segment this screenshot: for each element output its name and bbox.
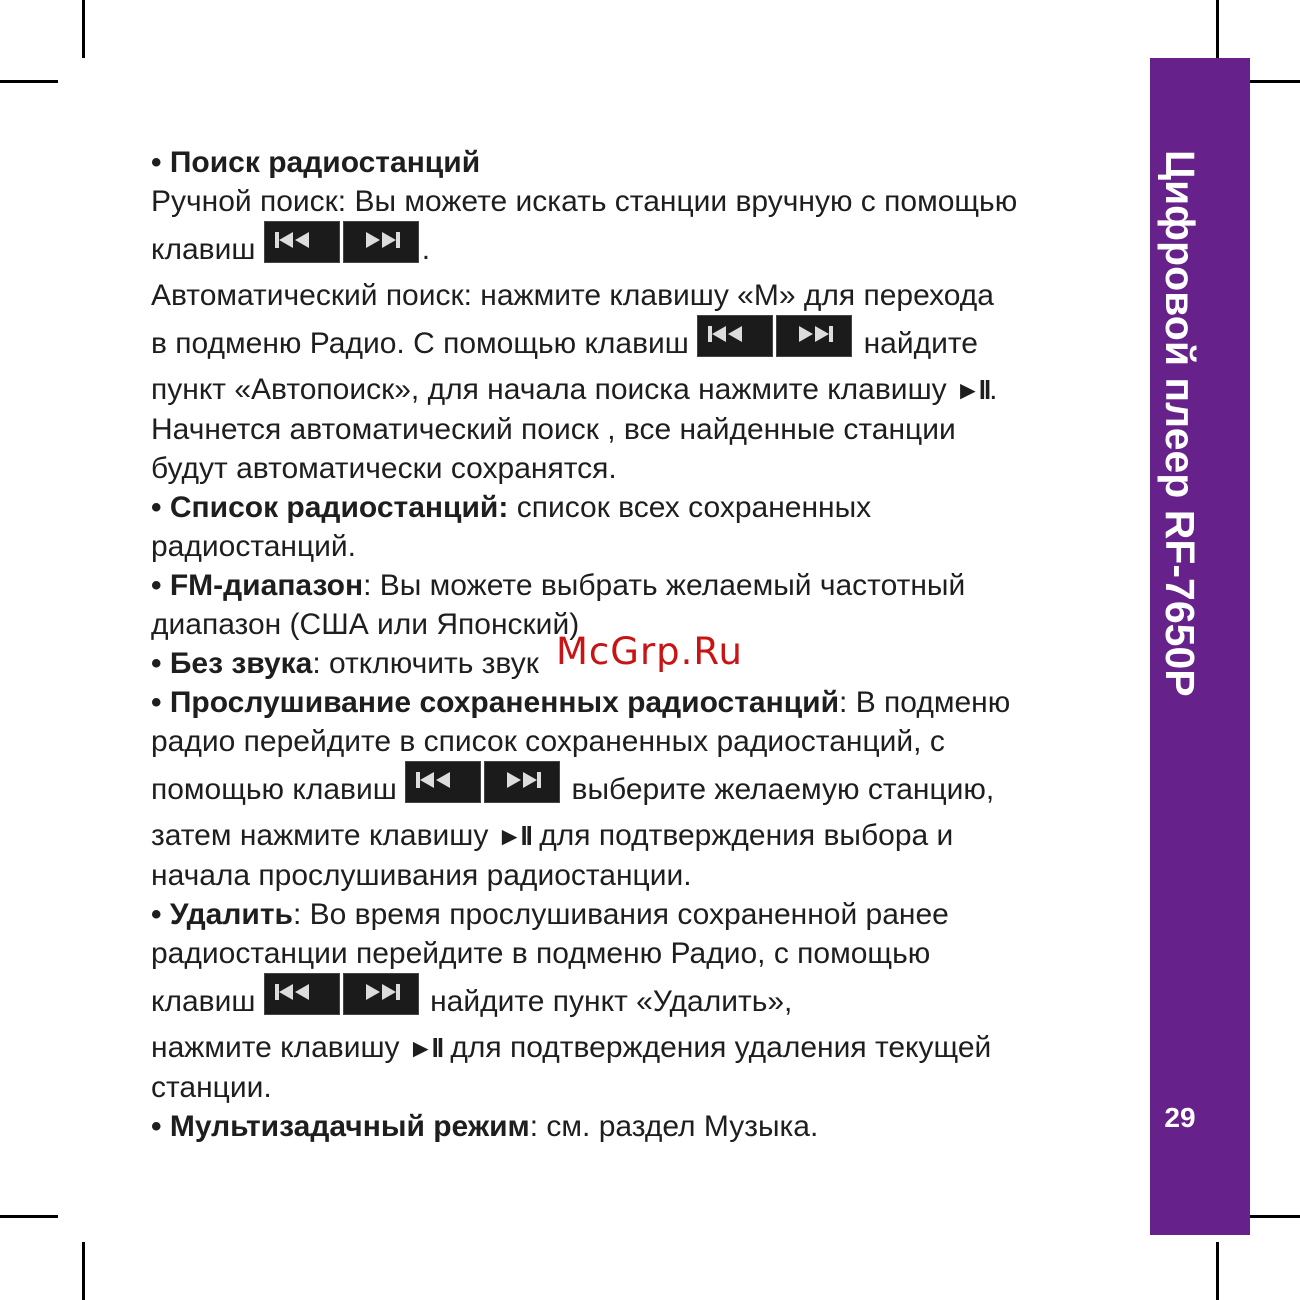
section-heading: • Прослушивание сохраненных радиостанций	[151, 686, 840, 719]
skip-back-icon	[264, 973, 340, 1015]
skip-back-icon	[405, 761, 481, 803]
skip-forward-icon	[776, 315, 852, 357]
skip-forward-icon	[484, 761, 560, 803]
sidebar-title: Цифровой плеер RF-7650P	[1157, 150, 1203, 697]
section-line: • Мультизадачный режим: см. раздел Музыка.	[151, 1110, 819, 1143]
paragraph-line: Автоматический поиск: нажмите клавишу «М» для перехода	[151, 279, 994, 312]
page-number: 29	[1164, 1102, 1196, 1133]
paragraph-line: будут автоматически сохранятся.	[151, 452, 617, 485]
crop-mark	[1216, 0, 1219, 58]
crop-mark	[1216, 1242, 1219, 1300]
paragraph-line: станции.	[151, 1071, 272, 1104]
play-pause-icon: ►ll	[954, 375, 990, 405]
crop-mark	[0, 80, 58, 83]
section-line: • Список радиостанций: список всех сохраненных	[151, 491, 872, 524]
paragraph-line: нажмите клавишу ►ll для подтверждения удаления текущей	[151, 1031, 992, 1064]
section-heading: • Поиск радиостанций	[151, 146, 481, 179]
paragraph-line: радиостанций.	[151, 530, 357, 563]
skip-back-icon	[697, 315, 773, 357]
section-heading: • Без звука	[151, 647, 313, 680]
play-pause-icon: ►ll	[496, 821, 531, 851]
paragraph-line: помощью клавиш выберите желаемую станцию,	[151, 761, 1111, 816]
section-heading: • Список радиостанций:	[151, 491, 509, 524]
play-pause-icon: ►ll	[407, 1033, 443, 1063]
section-line: • Удалить: Во время прослушивания сохраненной ранее	[151, 898, 949, 931]
section-line: • FM-диапазон: Вы можете выбрать желаемый частотный	[151, 569, 966, 602]
crop-mark	[1244, 1215, 1300, 1218]
section-heading: • FM-диапазон	[151, 569, 364, 602]
paragraph-line: затем нажмите клавишу ►ll для подтверждения выбора и	[151, 819, 954, 852]
section-heading: • Мультизадачный режим	[151, 1110, 530, 1143]
crop-mark	[1244, 80, 1300, 83]
skip-back-icon	[264, 221, 340, 263]
crop-mark	[0, 1215, 58, 1218]
paragraph-line: Начнется автоматический поиск , все найденные станции	[151, 413, 956, 446]
paragraph-line: диапазон (США или Японский)	[151, 608, 580, 641]
paragraph-line: начала прослушивания радиостанции.	[151, 859, 692, 892]
section-line: • Прослушивание сохраненных радиостанций: В подменю	[151, 686, 1011, 719]
paragraph-line: клавиш .	[151, 221, 1111, 276]
paragraph-line: в подменю Радио. С помощью клавиш найдите	[151, 315, 1111, 370]
skip-forward-icon	[343, 973, 419, 1015]
paragraph-line: пункт «Автопоиск», для начала поиска нажмите клавишу ►ll.	[151, 373, 998, 406]
crop-mark	[82, 1242, 85, 1300]
paragraph-line: радио перейдите в список сохраненных радиостанций, с	[151, 725, 945, 758]
crop-mark	[82, 0, 85, 58]
watermark: McGrp.Ru	[556, 630, 743, 673]
paragraph-line: клавиш найдите пункт «Удалить»,	[151, 973, 1111, 1028]
section-heading: • Удалить	[151, 898, 293, 931]
paragraph-line: радиостанции перейдите в подменю Радио, с помощью	[151, 937, 931, 970]
section-line: • Без звука: отключить звук	[151, 647, 539, 680]
skip-forward-icon	[343, 221, 419, 263]
paragraph-line: Ручной поиск: Вы можете искать станции вручную с помощью	[151, 185, 1018, 218]
